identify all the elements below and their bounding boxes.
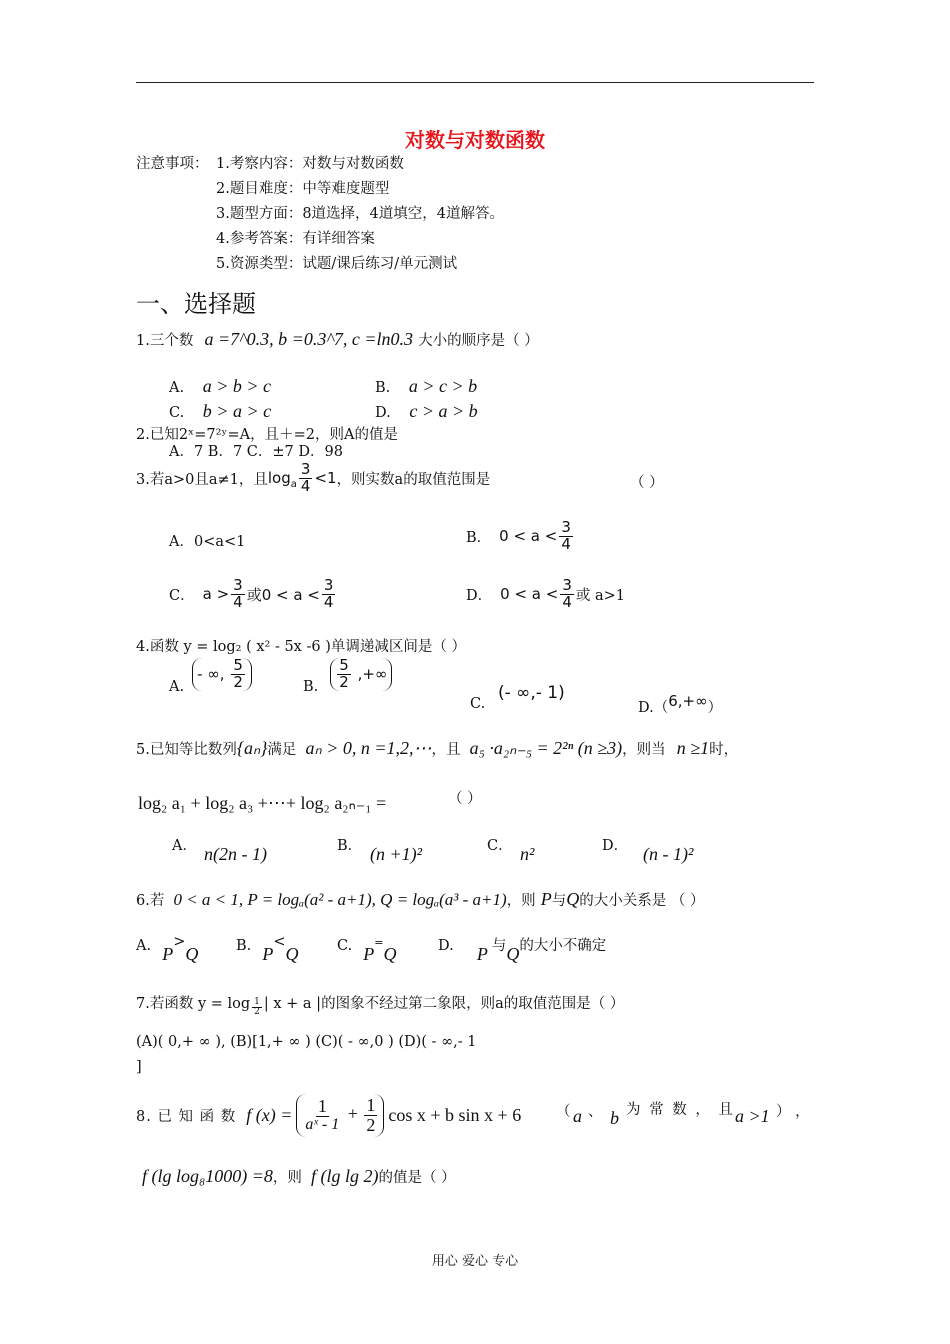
option-q: Q [285, 944, 299, 964]
fraction-numerator: 1 [366, 1095, 376, 1115]
fraction-denominator: 4 [561, 534, 571, 553]
fraction-denominator: 4 [323, 592, 334, 611]
option-letter: A. [169, 380, 185, 396]
q8-bracket [296, 1094, 384, 1137]
q6-option-a[interactable] [136, 934, 199, 964]
q5-option-d[interactable]: (n - 1)² [643, 844, 694, 864]
fraction [560, 578, 574, 611]
option-symbol: > [173, 934, 186, 950]
q1-tail: 大小的顺序是（ ） [418, 333, 539, 349]
q5-and: ，且 [431, 742, 461, 758]
q8-const: 为 常 数 ， 且 [626, 1102, 735, 1118]
q8-fx: f (x) = [246, 1104, 293, 1125]
fraction [337, 658, 351, 691]
option-tail: 或 a>1 [575, 587, 626, 604]
page-title: 对数与对数函数 [405, 128, 545, 152]
option-interval [192, 658, 252, 691]
q3-stem: 3.若a>0且a≠1，且 [136, 471, 268, 488]
q8-line2 [142, 1166, 456, 1187]
q6-tail-mid: 与 [551, 893, 567, 909]
option-math: - ∞, [197, 664, 225, 683]
q6-option-c[interactable] [337, 934, 397, 964]
q7-tail: | x + a |的图象不经过第二象限，则a的取值范围是（ ） [263, 996, 625, 1012]
q6-option-d[interactable] [438, 934, 607, 964]
q7-stem: 7.若函数 y = log [136, 996, 251, 1012]
q6-formula: 0 < a < 1, P = logₐ(a² - a+1), Q = logₐ(a³ - a+1) [173, 890, 507, 909]
option-answer: a > c > b [408, 376, 478, 396]
fraction-numerator: 5 [233, 656, 243, 674]
q3-option-c[interactable] [169, 578, 337, 611]
q5-option-c-letter[interactable]: C． [487, 838, 513, 854]
q8-close: ） ， [776, 1104, 810, 1120]
option-q: Q [506, 944, 520, 964]
q6-tail-end: 的大小关系是 （ ） [579, 893, 705, 909]
option-letter: D.（ [638, 700, 669, 716]
q5-option-b-letter[interactable]: B． [337, 838, 363, 854]
q6-tail: ，则 [506, 893, 536, 909]
q6-tail-p: P [540, 889, 552, 909]
q3-base: a [290, 478, 297, 490]
q8-sep: 、 [588, 1104, 603, 1120]
note-item: 1.考察内容：对数与对数函数 [216, 156, 404, 172]
q1-stem: 1.三个数 [136, 333, 194, 349]
option-answer: b > a > c [202, 401, 272, 421]
q5-eq: a₅ ·a₂ₙ₋₅ = 2²ⁿ (n ≥3) [469, 738, 623, 758]
notes-label: 注意事项： [136, 156, 209, 172]
question-5 [136, 738, 738, 759]
q6-tail-q: Q [566, 889, 580, 909]
option-letter: D． [466, 587, 493, 604]
q1-option-b[interactable] [375, 376, 477, 397]
q2-stem: 2.已知2ˣ=7²ʸ=A，且＋=2，则A的值是 [136, 427, 398, 443]
fraction-numerator: 5 [339, 656, 349, 674]
option-math: 6,+∞ [668, 692, 708, 710]
q3-option-d[interactable] [466, 578, 625, 611]
note-item: 4.参考答案：有详细答案 [216, 231, 375, 247]
option-math: ,+∞ [357, 664, 388, 683]
option-letter: C. [337, 938, 353, 954]
option-math: 或0 < a < [246, 585, 320, 604]
fraction-numerator: 3 [561, 518, 571, 536]
fraction-denominator: 2 [366, 1114, 376, 1135]
q5-when-tail: 时， [709, 742, 739, 758]
q2-options: A．7 B．7 C．±7 D．98 [169, 444, 343, 460]
option-p: P [476, 944, 488, 964]
fraction-numerator: 3 [233, 576, 243, 594]
q7-options[interactable]: (A)( 0,+ ∞ ), (B)[1,+ ∞ ) (C)( - ∞,0 ) (D)( - ∞,- 1 [136, 1034, 477, 1050]
q3-tail: ，则实数a的取值范围是 [336, 471, 491, 488]
q5-option-a-letter[interactable]: A． [172, 838, 197, 854]
q4-option-b[interactable] [303, 658, 392, 697]
question-7 [136, 992, 624, 1018]
q6-option-b[interactable] [236, 934, 299, 964]
fraction [231, 578, 245, 611]
fraction-denominator: 4 [300, 476, 311, 495]
option-q: Q [185, 944, 199, 964]
note-item: 3.题型方面：8道选择，4道填空，4道解答。 [216, 206, 505, 222]
q4-option-a[interactable] [169, 658, 252, 697]
q7-options-wrap: ] [136, 1059, 142, 1075]
q4-option-c-letter[interactable]: C. [470, 696, 486, 712]
option-answer: a > b > c [202, 376, 271, 396]
fraction-numerator: 1 [254, 997, 260, 1007]
q5-option-b[interactable]: (n +1)² [370, 844, 423, 864]
q5-option-a[interactable]: n(2n - 1) [204, 844, 267, 864]
option-letter: C. [169, 405, 185, 421]
fraction-denominator: 2 [339, 672, 349, 691]
q3-blank: （ ） [630, 475, 664, 491]
fraction-denominator: 2 [254, 1007, 260, 1018]
section-heading: 一、选择题 [136, 290, 256, 318]
fraction-numerator: 3 [562, 576, 572, 594]
option-p: P [162, 944, 174, 964]
q3-rel: <1 [314, 469, 337, 488]
option-math: a > [202, 585, 230, 604]
q1-formula: a =7^0.3, b =0.3^7, c =ln0.3 [204, 329, 414, 349]
q4-option-c[interactable]: (- ∞,- 1) [498, 683, 565, 703]
q4-option-d[interactable] [638, 692, 723, 717]
option-letter: A. [136, 938, 152, 954]
option-interval [330, 658, 392, 691]
option-letter: D. [438, 938, 454, 954]
option-yu: 与 [491, 938, 507, 954]
option-symbol: = [374, 936, 384, 949]
q8-paren-open: （ [556, 1104, 571, 1120]
note-item: 2.题目难度：中等难度题型 [216, 181, 390, 197]
q8-b: b [610, 1108, 619, 1128]
option-answer: c > a > b [409, 401, 478, 421]
option-letter: C． [169, 587, 195, 604]
q8-rest: cos x + b sin x + 6 [388, 1104, 522, 1125]
header-rule [136, 82, 814, 83]
note-item: 5.资源类型：试题/课后练习/单元测试 [216, 256, 458, 272]
fraction-denominator: 2 [233, 672, 243, 691]
fraction-numerator: 3 [323, 576, 334, 594]
q5-cond: 满足 [267, 742, 297, 758]
q5-option-d-letter[interactable]: D． [602, 838, 629, 854]
option-symbol: < [273, 934, 286, 950]
fraction [364, 1096, 377, 1135]
q1-option-a[interactable] [169, 376, 271, 397]
q5-seq: {aₙ} [236, 738, 268, 758]
option-p: P [262, 944, 274, 964]
plus-sign: + [347, 1103, 358, 1124]
q3-option-b[interactable] [466, 520, 575, 553]
fraction-denominator: aˣ - 1 [305, 1115, 340, 1133]
fraction-denominator: 4 [233, 592, 243, 611]
q1-option-c[interactable] [169, 401, 271, 422]
option-tail: 的大小不确定 [519, 938, 607, 954]
q3-log: log [267, 469, 291, 488]
option-math: 0 < a < [499, 527, 558, 546]
q4-stem: 4.函数 y = log₂ ( x² - 5x -6 )单调递减区间是（ ） [136, 639, 466, 655]
q3-fraction [299, 462, 313, 495]
fraction-numerator: 3 [300, 460, 311, 478]
q5-cond-math: aₙ > 0, n =1,2,⋯ [305, 738, 432, 758]
fraction-denominator: 4 [562, 592, 572, 611]
fraction-numerator: 1 [317, 1096, 327, 1117]
fraction [231, 658, 245, 691]
q8-stem: 8. 已 知 函 数 [136, 1108, 237, 1125]
option-letter: B. [236, 938, 252, 954]
q6-stem: 6.若 [136, 893, 165, 909]
q8-a: a [573, 1106, 582, 1126]
q5-sum: log₂ a₁ + log₂ a₃ +⋯+ log₂ a₂ₙ₋₁ = [138, 793, 387, 813]
question-6 [136, 889, 705, 910]
option-letter: B． [466, 529, 492, 546]
q5-option-c[interactable]: n² [520, 844, 535, 864]
q5-when: ，则当 [622, 742, 666, 758]
option-math: 0 < a < [500, 585, 559, 604]
q8-ask: 的值是（ ） [378, 1170, 456, 1186]
q8-line2-math: f (lg log₈1000) =8 [142, 1166, 273, 1186]
fraction [559, 520, 573, 553]
option-letter: A. [169, 678, 185, 695]
q5-stem: 5.已知等比数列 [136, 742, 237, 758]
option-p: P [363, 944, 375, 964]
question-1 [136, 329, 539, 350]
question-8 [136, 1094, 521, 1137]
option-close: ） [707, 700, 723, 716]
q7-base-fraction [252, 998, 262, 1018]
fraction [303, 1097, 341, 1134]
option-letter: B. [303, 678, 319, 695]
option-letter: B. [375, 380, 391, 396]
question-3 [136, 462, 490, 495]
q8-cond: a >1 [735, 1106, 770, 1126]
q5-when-math: n ≥1 [676, 738, 710, 758]
q8-line2-math2: f (lg lg 2) [311, 1166, 379, 1186]
option-q: Q [383, 944, 397, 964]
fraction [322, 578, 336, 611]
q5-blank: （ ） [448, 791, 482, 807]
page-footer: 用心 爱心 专心 [431, 1254, 519, 1269]
q1-option-d[interactable] [375, 401, 478, 422]
q3-option-a[interactable]: A．0<a<1 [169, 534, 246, 550]
option-letter: D. [375, 405, 391, 421]
q8-then: ，则 [272, 1170, 302, 1186]
